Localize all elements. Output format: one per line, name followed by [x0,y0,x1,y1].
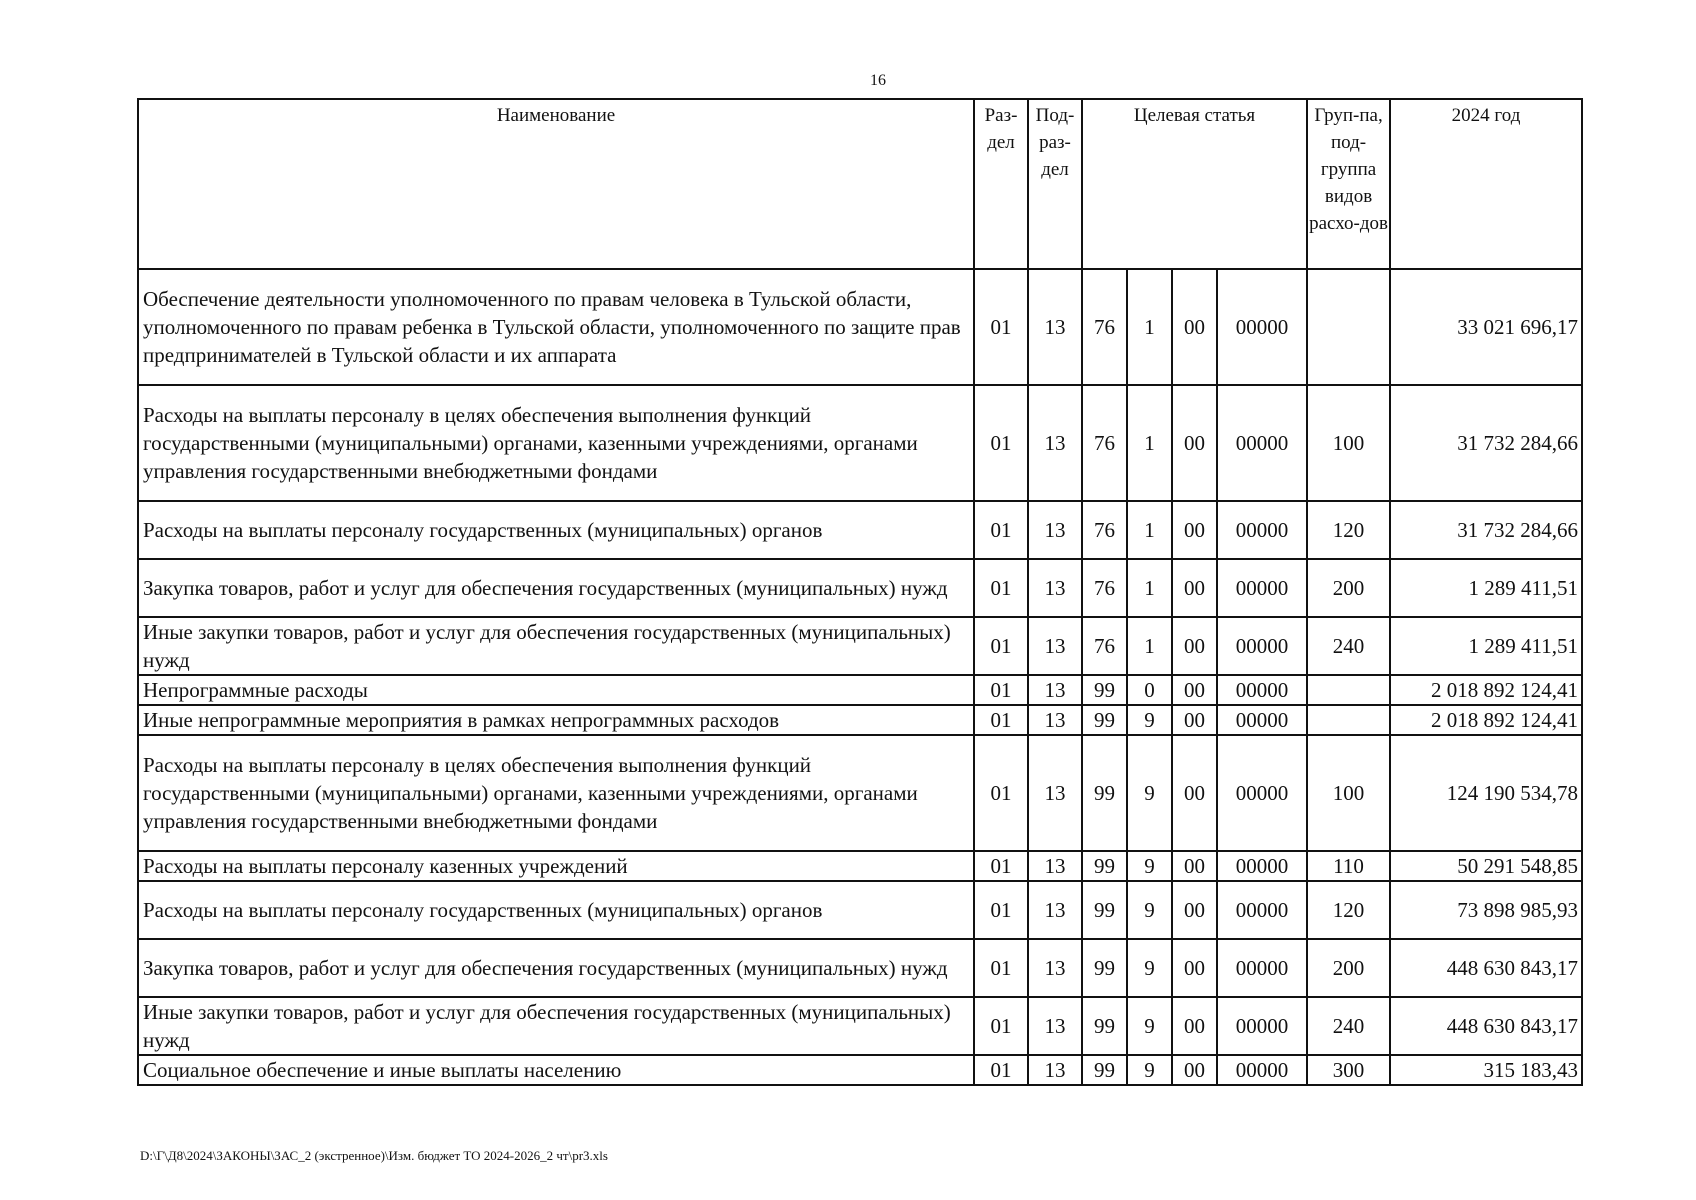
row-subsection: 13 [1028,881,1082,939]
row-expense-group: 200 [1307,939,1390,997]
row-target-type: 1 [1127,501,1172,559]
row-section: 01 [974,675,1028,705]
row-subsection: 13 [1028,1055,1082,1085]
row-amount: 124 190 534,78 [1390,735,1582,851]
row-section: 01 [974,1055,1028,1085]
row-section: 01 [974,501,1028,559]
page-number: 16 [870,72,886,89]
row-subsection: 13 [1028,735,1082,851]
row-target-direction: 00000 [1217,705,1307,735]
row-name: Расходы на выплаты персоналу казенных учреждений [138,851,974,881]
row-expense-group: 200 [1307,559,1390,617]
row-target-type: 9 [1127,851,1172,881]
row-section: 01 [974,997,1028,1055]
row-name: Обеспечение деятельности уполномоченного по правам человека в Тульской области, уполномоченного по правам ребенка в Тульской области, уполномоченного по защите прав предпринимателей в Тульской области и их аппарата [138,269,974,385]
row-target-program: 99 [1082,735,1127,851]
row-name: Непрограммные расходы [138,675,974,705]
row-expense-group: 100 [1307,735,1390,851]
row-target-program: 99 [1082,675,1127,705]
row-target-subprogram: 00 [1172,269,1217,385]
row-name: Расходы на выплаты персоналу в целях обеспечения выполнения функций государственными (муниципальными) органами, казенными учреждениями, органами управления государственными внебюджетными фондами [138,735,974,851]
table-row [138,705,1582,735]
row-expense-group: 110 [1307,851,1390,881]
row-target-subprogram: 00 [1172,881,1217,939]
row-target-program: 99 [1082,851,1127,881]
row-subsection: 13 [1028,939,1082,997]
row-expense-group: 120 [1307,501,1390,559]
row-target-program: 99 [1082,939,1127,997]
row-target-program: 99 [1082,1055,1127,1085]
row-expense-group [1307,705,1390,735]
table-row [138,501,1582,559]
header-subsection: Под-раз-дел [1028,99,1082,269]
row-name: Расходы на выплаты персоналу государственных (муниципальных) органов [138,501,974,559]
row-target-direction: 00000 [1217,385,1307,501]
row-target-direction: 00000 [1217,735,1307,851]
row-target-program: 99 [1082,997,1127,1055]
row-subsection: 13 [1028,559,1082,617]
row-target-subprogram: 00 [1172,675,1217,705]
row-target-program: 76 [1082,559,1127,617]
row-target-subprogram: 00 [1172,851,1217,881]
row-target-program: 76 [1082,269,1127,385]
row-target-subprogram: 00 [1172,559,1217,617]
table-row [138,851,1582,881]
row-section: 01 [974,851,1028,881]
row-subsection: 13 [1028,675,1082,705]
table-row [138,1055,1582,1085]
table-row [138,881,1582,939]
row-name: Иные непрограммные мероприятия в рамках непрограммных расходов [138,705,974,735]
row-expense-group: 100 [1307,385,1390,501]
row-target-type: 9 [1127,1055,1172,1085]
row-amount: 1 289 411,51 [1390,559,1582,617]
row-target-type: 9 [1127,705,1172,735]
row-amount: 1 289 411,51 [1390,617,1582,675]
header-section: Раз-дел [974,99,1028,269]
row-section: 01 [974,559,1028,617]
row-name: Расходы на выплаты персоналу в целях обеспечения выполнения функций государственными (муниципальными) органами, казенными учреждениями, органами управления государственными внебюджетными фондами [138,385,974,501]
row-expense-group [1307,675,1390,705]
row-amount: 2 018 892 124,41 [1390,705,1582,735]
row-name: Закупка товаров, работ и услуг для обеспечения государственных (муниципальных) нужд [138,939,974,997]
row-target-direction: 00000 [1217,881,1307,939]
row-subsection: 13 [1028,385,1082,501]
row-target-type: 1 [1127,385,1172,501]
header-expense-group: Груп-па, под-группа видов расхо-дов [1307,99,1390,269]
table-row [138,269,1582,385]
row-target-direction: 00000 [1217,501,1307,559]
row-target-subprogram: 00 [1172,385,1217,501]
row-target-direction: 00000 [1217,1055,1307,1085]
row-target-subprogram: 00 [1172,705,1217,735]
row-section: 01 [974,939,1028,997]
table-row [138,939,1582,997]
table-row [138,997,1582,1055]
row-amount: 31 732 284,66 [1390,501,1582,559]
row-target-type: 9 [1127,735,1172,851]
row-target-direction: 00000 [1217,675,1307,705]
row-target-program: 76 [1082,385,1127,501]
row-name: Закупка товаров, работ и услуг для обеспечения государственных (муниципальных) нужд [138,559,974,617]
row-target-subprogram: 00 [1172,1055,1217,1085]
row-section: 01 [974,881,1028,939]
table-row [138,617,1582,675]
row-target-type: 1 [1127,617,1172,675]
row-amount: 2 018 892 124,41 [1390,675,1582,705]
row-amount: 73 898 985,93 [1390,881,1582,939]
table-row [138,675,1582,705]
row-amount: 448 630 843,17 [1390,939,1582,997]
row-target-direction: 00000 [1217,997,1307,1055]
row-target-type: 9 [1127,881,1172,939]
row-expense-group: 120 [1307,881,1390,939]
header-target-article: Целевая статья [1082,99,1307,269]
file-path-footer: D:\Г\Д8\2024\ЗАКОНЫ\ЗАС_2 (экстренное)\Изм. бюджет ТО 2024-2026_2 чт\pr3.xls [140,1148,608,1163]
row-amount: 31 732 284,66 [1390,385,1582,501]
row-target-direction: 00000 [1217,617,1307,675]
row-target-type: 1 [1127,559,1172,617]
budget-table [137,98,1583,1086]
row-target-subprogram: 00 [1172,501,1217,559]
row-target-direction: 00000 [1217,559,1307,617]
row-target-subprogram: 00 [1172,997,1217,1055]
row-name: Иные закупки товаров, работ и услуг для обеспечения государственных (муниципальных) нужд [138,997,974,1055]
row-target-program: 99 [1082,881,1127,939]
table-row [138,385,1582,501]
row-subsection: 13 [1028,617,1082,675]
row-name: Расходы на выплаты персоналу государственных (муниципальных) органов [138,881,974,939]
header-name: Наименование [138,99,974,269]
row-target-program: 99 [1082,705,1127,735]
row-amount: 315 183,43 [1390,1055,1582,1085]
row-name: Иные закупки товаров, работ и услуг для обеспечения государственных (муниципальных) нужд [138,617,974,675]
row-subsection: 13 [1028,851,1082,881]
row-target-type: 9 [1127,939,1172,997]
row-subsection: 13 [1028,997,1082,1055]
row-expense-group [1307,269,1390,385]
row-target-program: 76 [1082,617,1127,675]
row-subsection: 13 [1028,705,1082,735]
row-target-program: 76 [1082,501,1127,559]
row-target-type: 0 [1127,675,1172,705]
row-target-type: 9 [1127,997,1172,1055]
row-subsection: 13 [1028,501,1082,559]
row-section: 01 [974,269,1028,385]
table-row [138,559,1582,617]
row-section: 01 [974,385,1028,501]
row-target-direction: 00000 [1217,269,1307,385]
row-target-subprogram: 00 [1172,939,1217,997]
row-target-direction: 00000 [1217,851,1307,881]
row-subsection: 13 [1028,269,1082,385]
row-section: 01 [974,617,1028,675]
row-expense-group: 300 [1307,1055,1390,1085]
row-section: 01 [974,705,1028,735]
row-target-subprogram: 00 [1172,735,1217,851]
header-year: 2024 год [1390,99,1582,269]
row-target-type: 1 [1127,269,1172,385]
table-row [138,735,1582,851]
table-body [138,269,1582,1085]
row-name: Социальное обеспечение и иные выплаты населению [138,1055,974,1085]
row-expense-group: 240 [1307,997,1390,1055]
row-expense-group: 240 [1307,617,1390,675]
table-header-row [138,99,1582,269]
row-section: 01 [974,735,1028,851]
row-amount: 50 291 548,85 [1390,851,1582,881]
row-target-direction: 00000 [1217,939,1307,997]
row-target-subprogram: 00 [1172,617,1217,675]
row-amount: 33 021 696,17 [1390,269,1582,385]
row-amount: 448 630 843,17 [1390,997,1582,1055]
